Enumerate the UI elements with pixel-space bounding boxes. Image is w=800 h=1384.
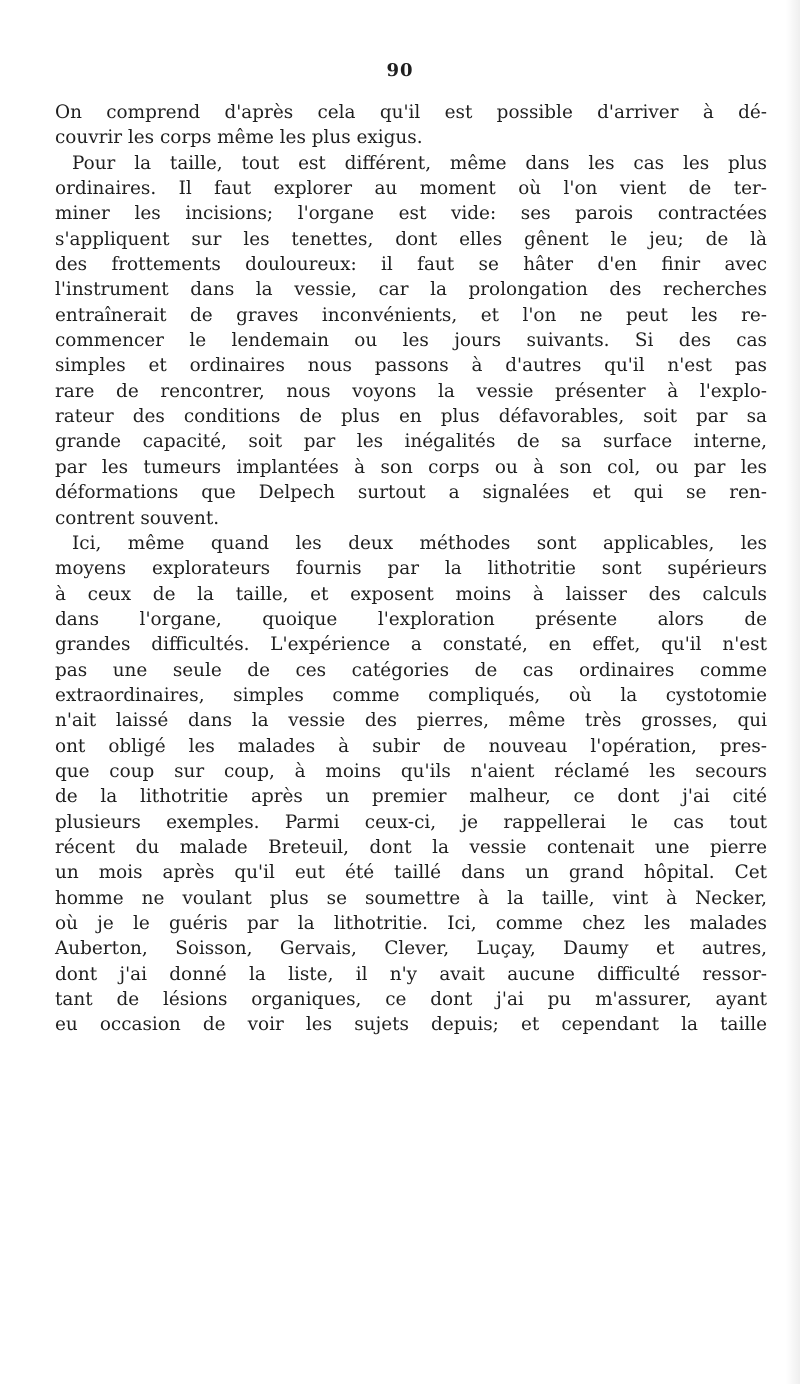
text-line: miner les incisions; l'organe est vide: ses parois contractées xyxy=(55,203,767,225)
text-line: eu occasion de voir les sujets depuis; et cependant la taille xyxy=(55,1014,767,1036)
page-edge-shadow xyxy=(786,0,800,1384)
text-line: extraordinaires, simples comme compliqués, où la cystotomie xyxy=(55,684,767,706)
text-line: déformations que Delpech surtout a signalées et qui se ren- xyxy=(55,482,767,504)
text-line: à ceux de la taille, et exposent moins à laisser des calculs xyxy=(55,583,767,605)
text-line: Ici, même quand les deux méthodes sont applicables, les xyxy=(72,532,767,554)
text-line: grandes difficultés. L'expérience a constaté, en effet, qu'il n'est xyxy=(55,634,767,656)
text-line: couvrir les corps même les plus exigus. xyxy=(55,127,423,149)
text-line: de la lithotritie après un premier malheur, ce dont j'ai cité xyxy=(55,786,767,808)
text-line: par les tumeurs implantées à son corps ou à son col, ou par les xyxy=(55,456,767,478)
text-line: s'appliquent sur les tenettes, dont elles gênent le jeu; de là xyxy=(55,228,767,250)
text-line: ordinaires. Il faut explorer au moment où l'on vient de ter- xyxy=(55,178,767,200)
text-line: homme ne voulant plus se soumettre à la taille, vint à Necker, xyxy=(55,887,767,909)
text-line: grande capacité, soit par les inégalités de sa surface interne, xyxy=(55,431,767,453)
text-line: pas une seule de ces catégories de cas ordinaires comme xyxy=(55,659,767,681)
page-number: 90 xyxy=(386,60,414,81)
text-line: commencer le lendemain ou les jours suivants. Si des cas xyxy=(55,330,767,352)
text-line: dont j'ai donné la liste, il n'y avait aucune difficulté ressor- xyxy=(55,963,767,985)
text-line: entraînerait de graves inconvénients, et l'on ne peut les re- xyxy=(55,304,767,326)
text-line: plusieurs exemples. Parmi ceux-ci, je rappellerai le cas tout xyxy=(55,811,767,833)
text-line: que coup sur coup, à moins qu'ils n'aient réclamé les secours xyxy=(55,760,767,782)
text-line: des frottements douloureux: il faut se hâter d'en finir avec xyxy=(55,254,767,276)
text-line: tant de lésions organiques, ce dont j'ai pu m'assurer, ayant xyxy=(55,989,767,1011)
text-line: l'instrument dans la vessie, car la prolongation des recherches xyxy=(55,279,767,301)
text-line: Auberton, Soisson, Gervais, Clever, Luçay, Daumy et autres, xyxy=(55,938,767,960)
text-line: rateur des conditions de plus en plus défavorables, soit par sa xyxy=(55,406,767,428)
text-line: On comprend d'après cela qu'il est possible d'arriver à dé- xyxy=(55,102,767,123)
text-line: ont obligé les malades à subir de nouveau l'opération, pres- xyxy=(55,735,767,757)
text-line: où je le guéris par la lithotritie. Ici, comme chez les malades xyxy=(55,913,767,934)
text-line: dans l'organe, quoique l'exploration présente alors de xyxy=(55,608,767,630)
text-line: Pour la taille, tout est différent, même dans les cas les plus xyxy=(72,152,767,174)
text-line: rare de rencontrer, nous voyons la vessie présenter à l'explo- xyxy=(55,380,767,402)
text-line: moyens explorateurs fournis par la lithotritie sont supérieurs xyxy=(55,558,767,580)
text-line: n'ait laissé dans la vessie des pierres, même très grosses, qui xyxy=(55,710,767,732)
body-text xyxy=(55,100,767,1038)
text-line: contrent souvent. xyxy=(55,507,220,529)
text-line: simples et ordinaires nous passons à d'autres qu'il n'est pas xyxy=(55,355,767,377)
text-line: récent du malade Breteuil, dont la vessie contenait une pierre xyxy=(55,836,767,858)
text-line: un mois après qu'il eut été taillé dans un grand hôpital. Cet xyxy=(55,862,767,884)
